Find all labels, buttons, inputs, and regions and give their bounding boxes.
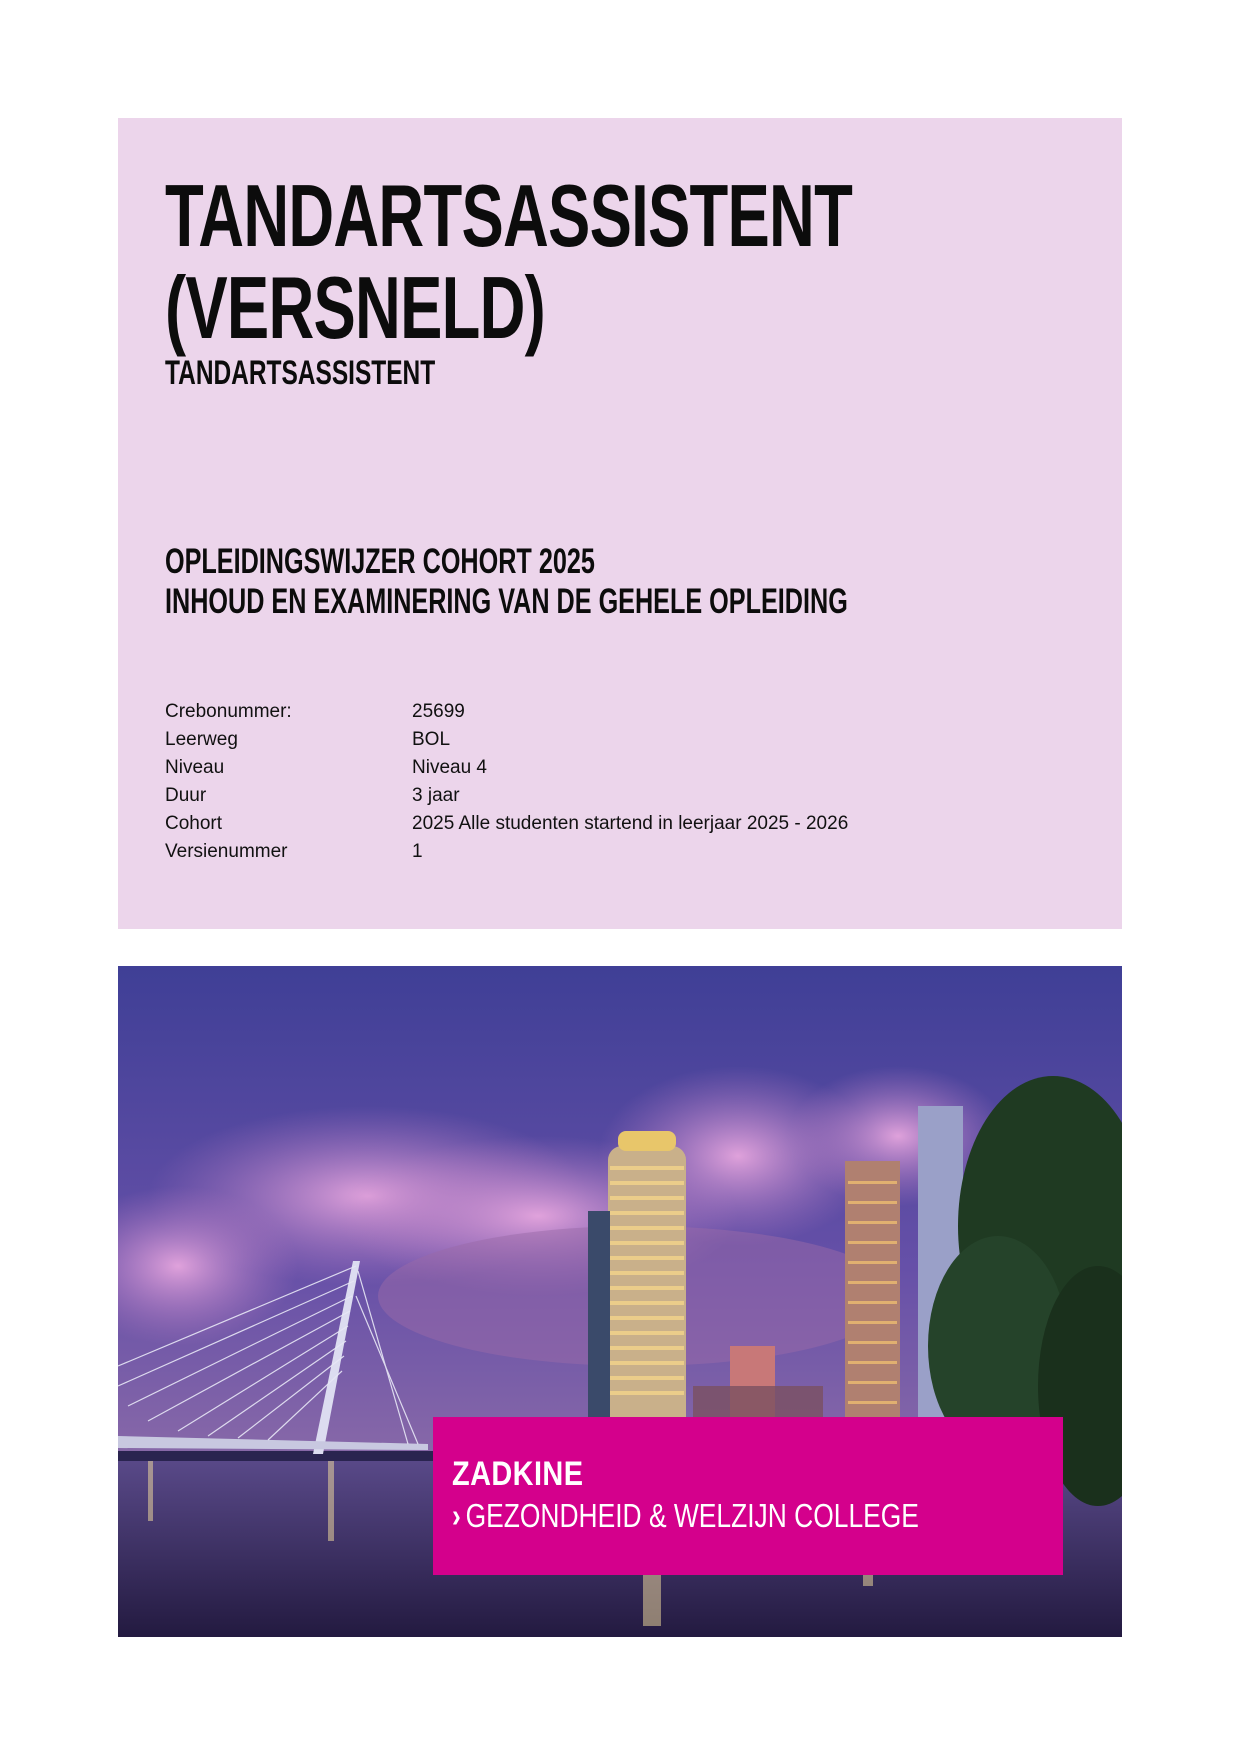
guide-heading xyxy=(165,542,848,622)
meta-value: 2025 Alle studenten startend in leerjaar 2025 - 2026 xyxy=(412,813,849,834)
page-title xyxy=(165,166,853,357)
meta-label: Versienummer xyxy=(165,841,288,862)
chevron-right-icon: › xyxy=(452,1497,461,1534)
meta-row xyxy=(165,810,848,838)
title-line-1: TANDARTSASSISTENT xyxy=(165,166,853,265)
title-block xyxy=(165,166,1119,357)
brand-college-name: GEZONDHEID & WELZIJN COLLEGE xyxy=(465,1497,919,1534)
meta-table xyxy=(165,698,848,866)
guide-heading-line-1: OPLEIDINGSWIJZER COHORT 2025 xyxy=(165,542,595,581)
meta-value: 3 jaar xyxy=(412,785,460,806)
meta-label: Crebonummer: xyxy=(165,701,292,722)
meta-label: Cohort xyxy=(165,813,223,834)
meta-row xyxy=(165,754,848,782)
guide-heading-line-2: INHOUD EN EXAMINERING VAN DE GEHELE OPLEIDING xyxy=(165,582,848,621)
title-line-2: (VERSNELD) xyxy=(165,258,546,357)
city-skyline-photo xyxy=(118,966,1122,1637)
meta-value: BOL xyxy=(412,729,451,750)
brand-banner xyxy=(433,1417,1063,1575)
meta-row xyxy=(165,698,848,726)
meta-row xyxy=(165,782,848,810)
meta-label: Niveau xyxy=(165,757,225,778)
brand-college-line xyxy=(452,1497,919,1535)
meta-value: Niveau 4 xyxy=(412,757,487,778)
brand-name: ZADKINE xyxy=(452,1455,584,1493)
meta-row xyxy=(165,726,848,754)
meta-row xyxy=(165,838,848,866)
meta-value: 1 xyxy=(412,841,423,862)
meta-label: Duur xyxy=(165,785,207,806)
meta-value: 25699 xyxy=(412,701,465,722)
subtitle: TANDARTSASSISTENT xyxy=(165,354,436,392)
cover-panel xyxy=(118,118,1122,929)
meta-label: Leerweg xyxy=(165,729,238,750)
